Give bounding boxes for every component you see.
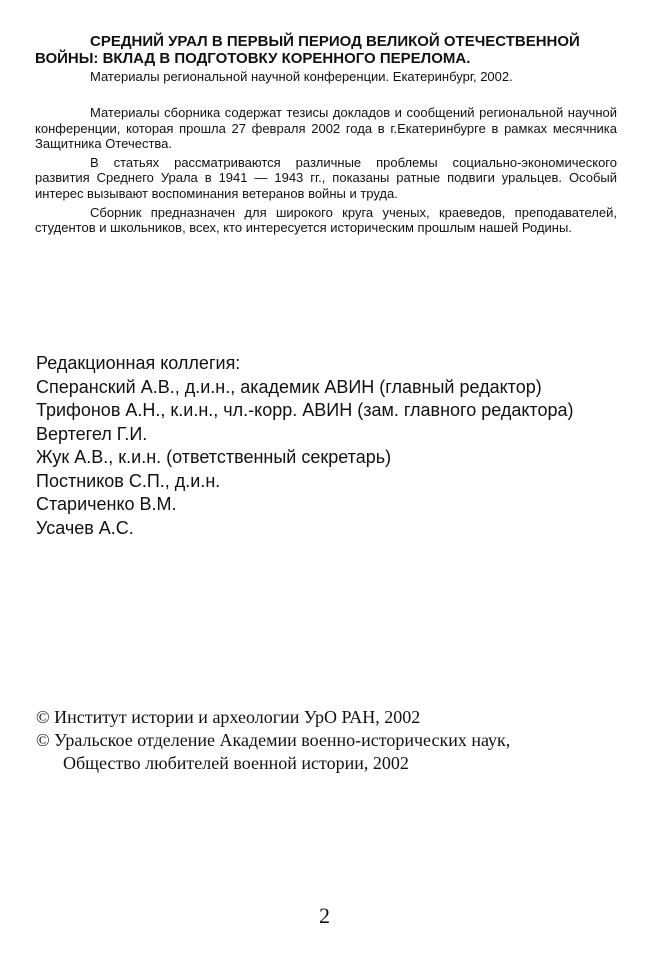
board-member: Вертегел Г.И. <box>36 423 148 444</box>
page-number: 2 <box>319 903 330 928</box>
annotation <box>35 105 617 239</box>
board-member: Трифонов А.Н., к.и.н., чл.-корр. АВИН (зам. главного редактора) <box>36 400 574 420</box>
copyright-line: © Институт истории и археологии УрО РАН, 2002 <box>36 707 421 727</box>
copyright-block <box>36 706 626 775</box>
conference-subtitle: Материалы региональной научной конференции. Екатеринбург, 2002. <box>90 69 513 84</box>
copyright-line: Общество любителей военной истории, 2002 <box>63 753 409 773</box>
book-title-line-1: СРЕДНИЙ УРАЛ В ПЕРВЫЙ ПЕРИОД ВЕЛИКОЙ ОТЕЧЕСТВЕННОЙ <box>90 33 580 50</box>
book-title-line-2: ВОЙНЫ: ВКЛАД В ПОДГОТОВКУ КОРЕННОГО ПЕРЕЛОМА. <box>35 50 471 67</box>
board-member: Усачев А.С. <box>36 517 134 538</box>
editorial-board <box>36 352 616 540</box>
board-member: Стариченко В.М. <box>36 494 177 514</box>
board-member: Жук А.В., к.и.н. (ответственный секретарь) <box>36 447 392 467</box>
annotation-paragraph: Материалы сборника содержат тезисы докладов и сообщений региональной научной конференции, которая прошла 27 февраля 2002 года в г.Екатеринбурге в рамках месячника Защитника Отечества. <box>35 105 617 152</box>
board-member: Постников С.П., д.и.н. <box>36 470 221 491</box>
annotation-paragraph: Сборник предназначен для широкого круга ученых, краеведов, преподавателей, студентов и школьников, всех, кто интересуется историческим прошлым нашей Родины. <box>35 204 617 236</box>
copyright-line: © Уральское отделение Академии военно-исторических наук, <box>36 730 511 750</box>
annotation-paragraph: В статьях рассматриваются различные проблемы социально-экономического развития Среднего Урала в 1941 — 1943 гг., показаны ратные подвиги уральцев. Особый интерес вызывают воспоминания ветеранов войны и труда. <box>35 154 617 201</box>
board-member: Сперанский А.В., д.и.н., академик АВИН (главный редактор) <box>36 376 542 397</box>
book-title <box>35 33 617 67</box>
editorial-board-heading: Редакционная коллегия: <box>36 353 241 373</box>
book-header <box>35 33 617 85</box>
